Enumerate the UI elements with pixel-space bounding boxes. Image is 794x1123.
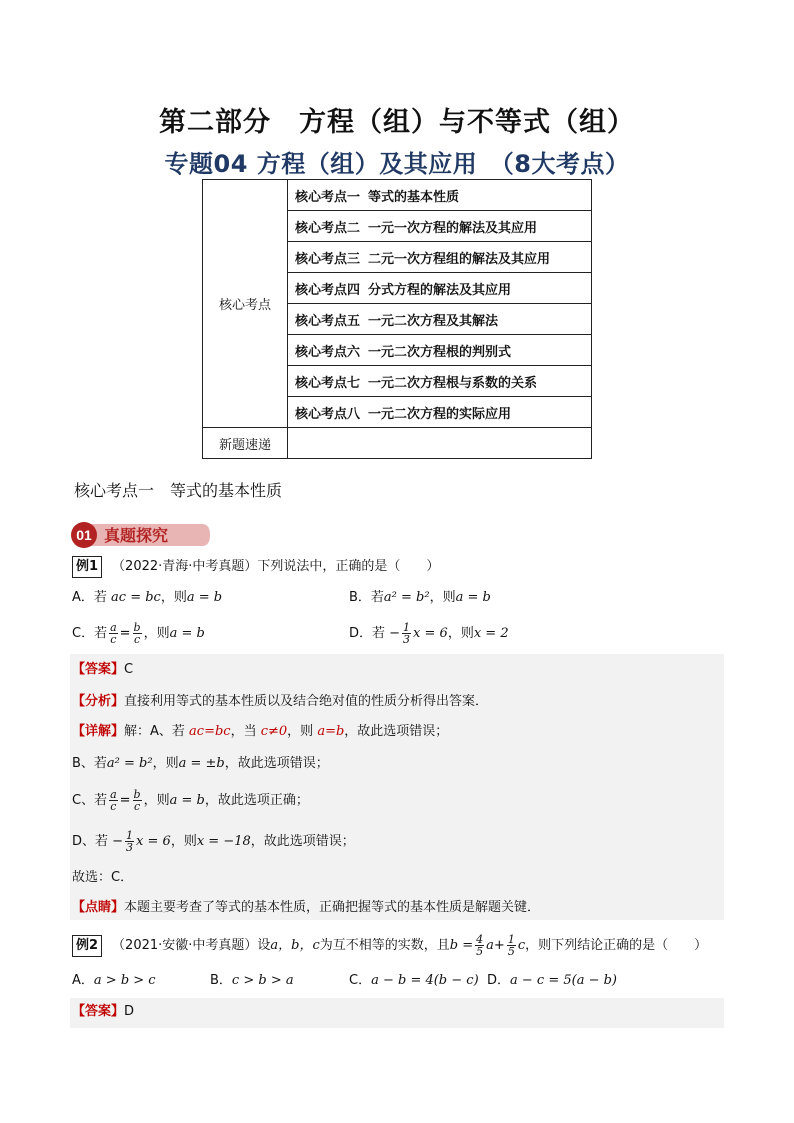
- example1-detail-d: D、若 − $\frac{1}{3}$ x = 6，则x = −18，故此选项错误；: [72, 829, 355, 854]
- section-heading: 核心考点一 等式的基本性质: [74, 481, 283, 500]
- example1-option-d: D．若 − $\frac{1}{3}$ x = 6，则x = 2: [349, 621, 509, 646]
- topic-6: 核心考点六 一元二次方程根的判别式: [288, 335, 592, 366]
- topic-5: 核心考点五 一元二次方程及其解法: [288, 304, 592, 335]
- answer-box-2: [70, 998, 724, 1028]
- example1-choose: 故选：C．: [72, 870, 134, 885]
- example2-option-d: D．a − c = 5(a − b): [487, 973, 618, 988]
- example1-detail-c: C、若 $\frac{a}{c}$ = $\frac{b}{c}$ ，则a = b，故此选项正确；: [72, 788, 309, 813]
- example2-option-a: A．a > b > c: [72, 973, 156, 988]
- section-banner: [70, 520, 212, 550]
- example2-option-b: B．c > b > a: [210, 973, 294, 988]
- topic-7: 核心考点七 一元二次方程根与系数的关系: [288, 366, 592, 397]
- topic-8: 核心考点八 一元二次方程的实际应用: [288, 397, 592, 428]
- example1-answer: 【答案】C: [72, 662, 134, 677]
- new-label: 新题速递: [203, 428, 288, 459]
- topic-3: 核心考点三 二元一次方程组的解法及其应用: [288, 242, 592, 273]
- example1-detail-a: 【详解】解：A、若 ac=bc，当 c≠0，则 a=b，故此选项错误；: [72, 724, 449, 739]
- page-subtitle: 专题04 方程（组）及其应用 （8大考点）: [164, 150, 630, 178]
- new-cell: [288, 428, 592, 459]
- topic-2: 核心考点二 一元一次方程的解法及其应用: [288, 211, 592, 242]
- example2-stem: 例2 （2021·安徽·中考真题）设a，b，c为互不相等的实数，且b = $\frac{4}{5}$ a+ $\frac{1}{5}$ c，则下列结论正确的是（ ）: [72, 934, 707, 957]
- example1-option-a: A．若 ac = bc，则a = b: [72, 590, 223, 605]
- topic-4: 核心考点四 分式方程的解法及其应用: [288, 273, 592, 304]
- example2-answer: 【答案】D: [72, 1004, 135, 1019]
- banner-number: 01: [76, 527, 92, 543]
- core-label: 核心考点: [203, 180, 288, 428]
- example2-option-c: C．a − b = 4(b − c): [349, 973, 479, 988]
- topics-table: [202, 179, 592, 459]
- example1-option-b: B．若a² = b²，则a = b: [349, 590, 491, 605]
- topic-1: 核心考点一 等式的基本性质: [288, 180, 592, 211]
- example1-analysis: 【分析】直接利用等式的基本性质以及结合绝对值的性质分析得出答案．: [72, 694, 489, 709]
- example1-option-c: C．若 $\frac{a}{c}$ = $\frac{b}{c}$ ，则a = b: [72, 621, 205, 646]
- example1-detail-b: B、若a² = b²，则a = ±b，故此选项错误；: [72, 756, 329, 771]
- example1-note: 【点睛】本题主要考查了等式的基本性质，正确把握等式的基本性质是解题关键．: [72, 900, 541, 915]
- page-title: 第二部分 方程（组）与不等式（组）: [159, 107, 635, 138]
- banner-text: 真题探究: [104, 526, 169, 545]
- example1-stem: 例1 （2022·青海·中考真题）下列说法中，正确的是（ ）: [72, 556, 439, 578]
